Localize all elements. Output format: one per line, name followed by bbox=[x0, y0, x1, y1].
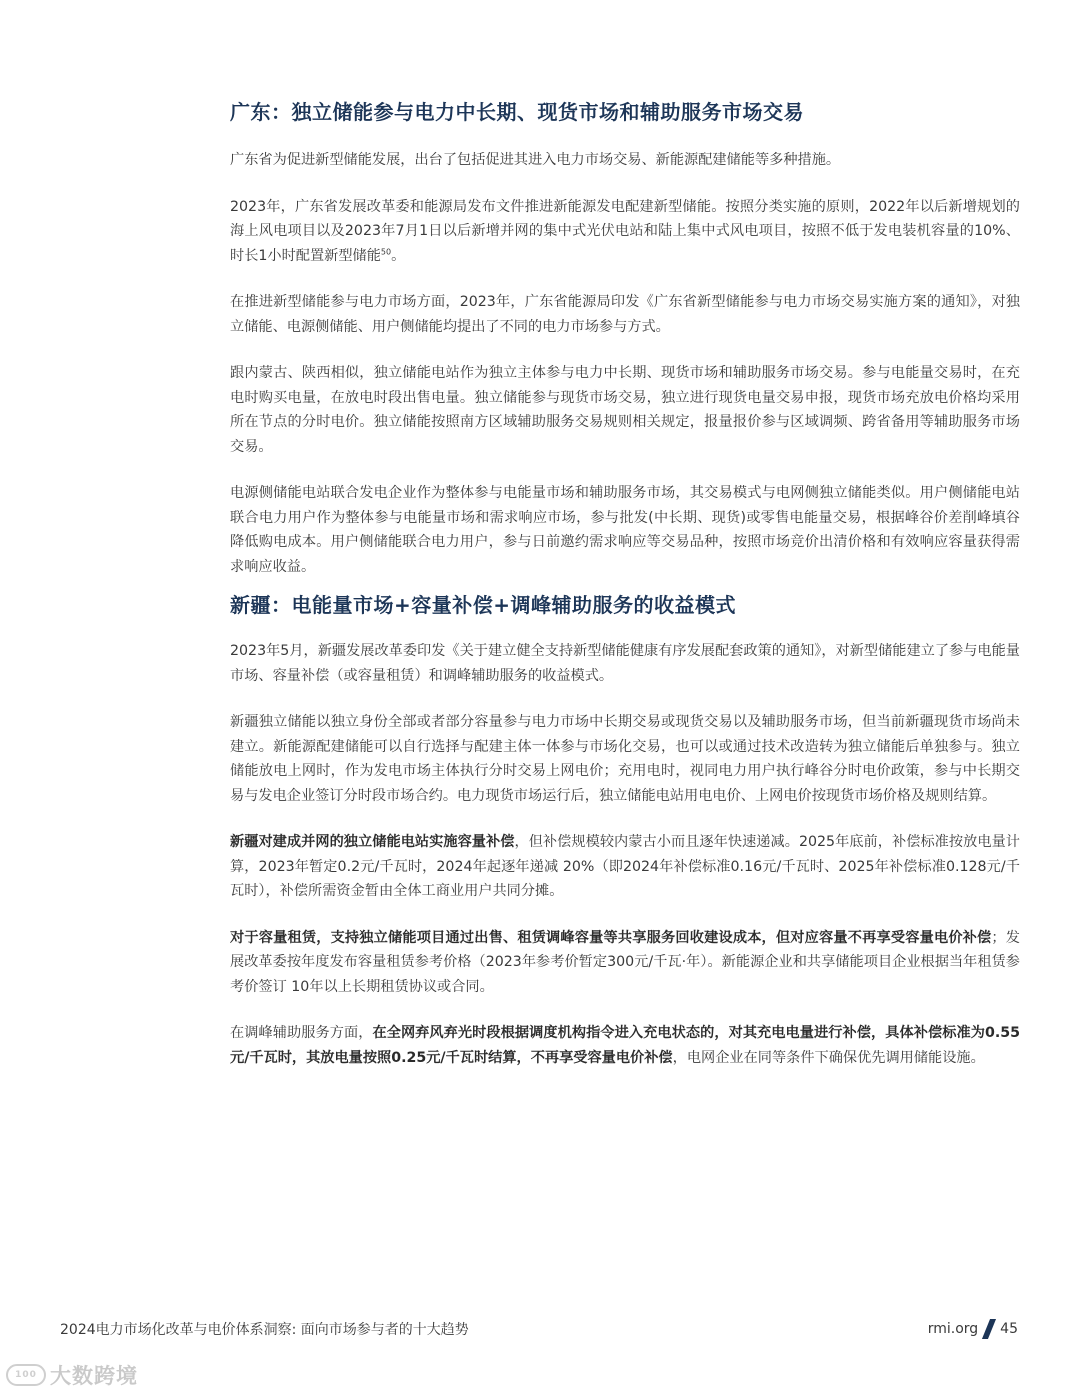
footer-page-info bbox=[928, 1318, 1018, 1340]
section-heading-guangdong: 广东：独立储能参与电力中长期、现货市场和辅助服务市场交易 bbox=[230, 100, 804, 124]
main-content bbox=[230, 98, 1020, 1092]
paragraph bbox=[230, 926, 1020, 1000]
paragraph bbox=[230, 1021, 1020, 1070]
footer-report-title: 2024电力市场化改革与电价体系洞察: 面向市场参与者的十大趋势 bbox=[60, 1322, 469, 1338]
bold-text: 新疆对建成并网的独立储能电站实施容量补偿 bbox=[230, 834, 515, 850]
paragraph: 在推进新型储能参与电力市场方面，2023年，广东省能源局印发《广东省新型储能参与电力市场交易实施方案的通知》，对独立储能、电源侧储能、用户侧储能均提出了不同的电力市场参与方式。 bbox=[230, 294, 1020, 335]
footer-site-link[interactable]: rmi.org bbox=[927, 1321, 979, 1337]
paragraph: 2023年5月，新疆发展改革委印发《关于建立健全支持新型储能健康有序发展配套政策的通知》，对新型储能建立了参与电能量市场、容量补偿（或容量租赁）和调峰辅助服务的收益模式。 bbox=[230, 643, 1020, 684]
paragraph: 跟内蒙古、陕西相似，独立储能电站作为独立主体参与电力中长期、现货市场和辅助服务市场交易。参与电能量交易时，在充电时购买电量，在放电时段出售电量。独立储能参与现货市场交易，独立进行现货电量交易申报，现货市场充放电价格均采用所在节点的分时电价。独立储能按照南方区域辅助服务交易规则相关规定，报量报价参与区域调频、跨省备用等辅助服务市场交易。 bbox=[230, 365, 1020, 455]
paragraph: 电源侧储能电站联合发电企业作为整体参与电能量市场和辅助服务市场，其交易模式与电网侧独立储能类似。用户侧储能电站联合电力用户作为整体参与电能量市场和需求响应市场，参与批发(中长期、现货)或零售电能量交易，根据峰谷价差削峰填谷降低购电成本。用户侧储能联合电力用户，参与日前邀约需求响应等交易品种，按照市场竞价出清价格和有效响应容量获得需求响应收益。 bbox=[230, 485, 1020, 575]
paragraph-text: 2023年，广东省发展改革委和能源局发布文件推进新能源发电配建新型储能。按照分类实施的原则，2022年以后新增规划的海上风电项目以及2023年7月1日以后新增并网的集中式光伏电站和陆上集中式风电项目，按照不低于发电装机容量的10%、时长1小时配置新型储能 bbox=[230, 198, 1020, 264]
bold-text: 对于容量租赁，支持独立储能项目通过出售、租赁调峰容量等共享服务回收建设成本，但对应容量不再享受容量电价补偿 bbox=[230, 929, 992, 946]
footnote-marker: 50 bbox=[380, 246, 392, 256]
paragraph: 广东省为促进新型储能发展，出台了包括促进其进入电力市场交易、新能源配建储能等多种措施。 bbox=[230, 152, 841, 168]
page-number: 45 bbox=[1000, 1321, 1018, 1337]
bold-text: 在全网弃风弃光时段根据调度机构指令进入充电状态的，对其充电电量进行补偿，具体补偿标准为0.55元/千瓦时，其放电量按照0.25元/千瓦时结算，不再享受容量电价补偿 bbox=[230, 1025, 1020, 1066]
slash-divider-icon bbox=[982, 1319, 996, 1339]
paragraph-text: ；发展改革委按年度发布容量租赁参考价格（2023年参考价暂定300元/千瓦·年）。新能源企业和共享储能项目企业根据当年租赁参考价签订 10年以上长期租赁协议或合同。 bbox=[230, 929, 1020, 995]
paragraph-text: ，但补偿规模较内蒙古小而且逐年快速递减。2025年底前，补偿标准按放电量计算，2023年暂定0.2元/千瓦时，2024年起逐年递减 20%（即2024年补偿标准0.16元/千瓦时、2025年补偿标准0.128元/千瓦时），补偿所需资金暂由全体工商业用户共同分摊。 bbox=[230, 834, 1020, 899]
watermark-text: 大数跨境 bbox=[50, 1364, 138, 1388]
watermark bbox=[6, 1360, 138, 1390]
section-heading-xinjiang: 新疆：电能量市场+容量补偿+调峰辅助服务的收益模式 bbox=[230, 593, 737, 617]
watermark-logo-icon: 100 bbox=[6, 1364, 46, 1386]
paragraph-text: ，电网企业在同等条件下确保优先调用储能设施。 bbox=[672, 1049, 985, 1066]
paragraph: 新疆独立储能以独立身份全部或者部分容量参与电力市场中长期交易或现货交易以及辅助服务市场，但当前新疆现货市场尚未建立。新能源配建储能可以自行选择与配建主体一体参与市场化交易，也可以或通过技术改造转为独立储能后单独参与。独立储能放电上网时，作为发电市场主体执行分时交易上网电价；充用电时，视同电力用户执行峰谷分时电价政策，参与中长期交易与发电企业签订分时段市场合约。电力现货市场运行后，独立储能电站用电电价、上网电价按现货市场价格及规则结算。 bbox=[230, 714, 1020, 804]
paragraph: 2023年，广东省发展改革委和能源局发布文件推进新能源发电配建新型储能。按照分类实施的原则，2022年以后新增规划的海上风电项目以及2023年7月1日以后新增并网的集中式光伏电站和陆上集中式风电项目，按照不低于发电装机容量的10%、时长1小时配置新型储能$^{50}$。 bbox=[230, 198, 1020, 264]
paragraph bbox=[230, 830, 1020, 904]
paragraph-text: 在调峰辅助服务方面， bbox=[230, 1025, 373, 1041]
